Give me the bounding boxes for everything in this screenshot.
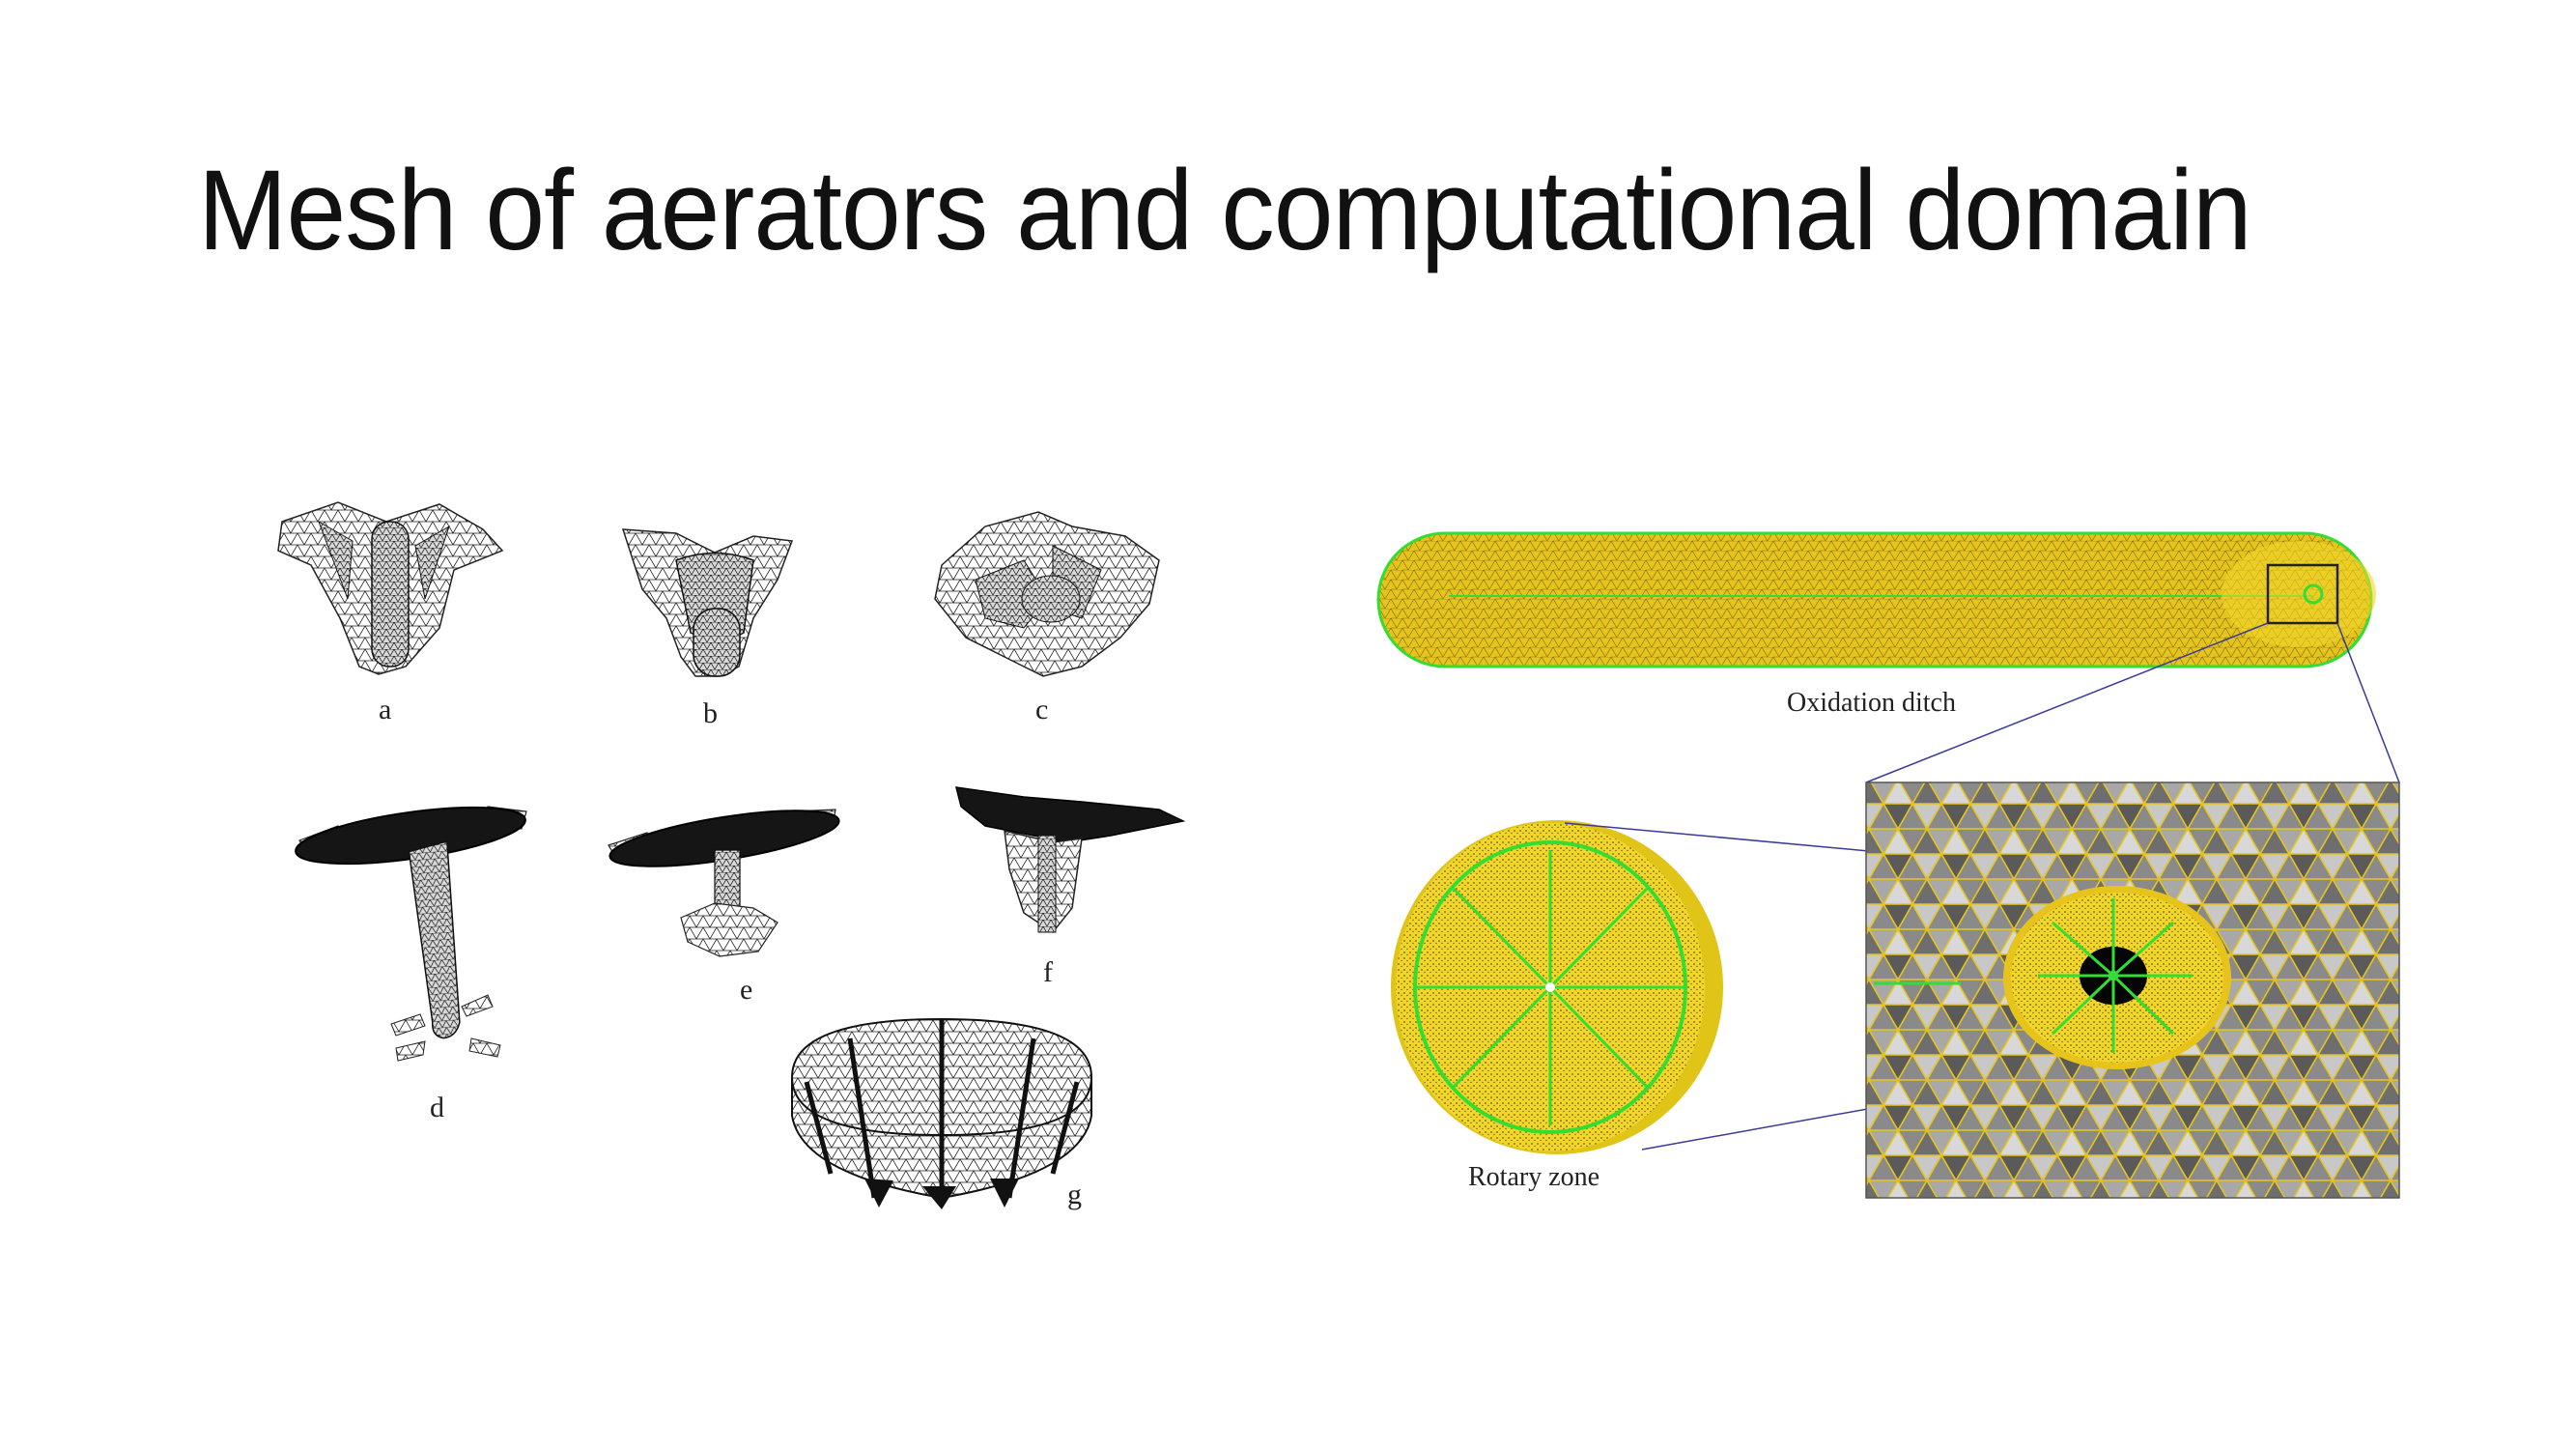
- rotary-zone-caption: Rotary zone: [1468, 1162, 1600, 1192]
- aerator-b-mesh: [623, 529, 792, 676]
- aerator-label-a: a: [379, 694, 392, 725]
- aerator-label-g: g: [1067, 1179, 1082, 1210]
- oxidation-ditch-caption: Oxidation ditch: [1787, 688, 1956, 718]
- aerator-c-mesh: [935, 512, 1159, 676]
- aerator-label-d: d: [430, 1092, 444, 1123]
- aerator-label-f: f: [1043, 956, 1053, 988]
- aerator-a-mesh: [278, 502, 502, 674]
- aerator-label-e: e: [740, 974, 753, 1006]
- oxidation-ditch-mesh: [1378, 533, 2399, 782]
- aerator-d-mesh: [293, 797, 528, 1061]
- zoomed-mesh: [1866, 782, 2399, 1198]
- aerator-label-c: c: [1035, 694, 1049, 725]
- aerator-label-b: b: [703, 697, 718, 729]
- slide-title: Mesh of aerators and computational domain: [198, 147, 2251, 274]
- aerator-e-mesh: [607, 799, 842, 956]
- aerator-g-mesh: [792, 1019, 1091, 1209]
- aerator-f-mesh: [956, 787, 1183, 932]
